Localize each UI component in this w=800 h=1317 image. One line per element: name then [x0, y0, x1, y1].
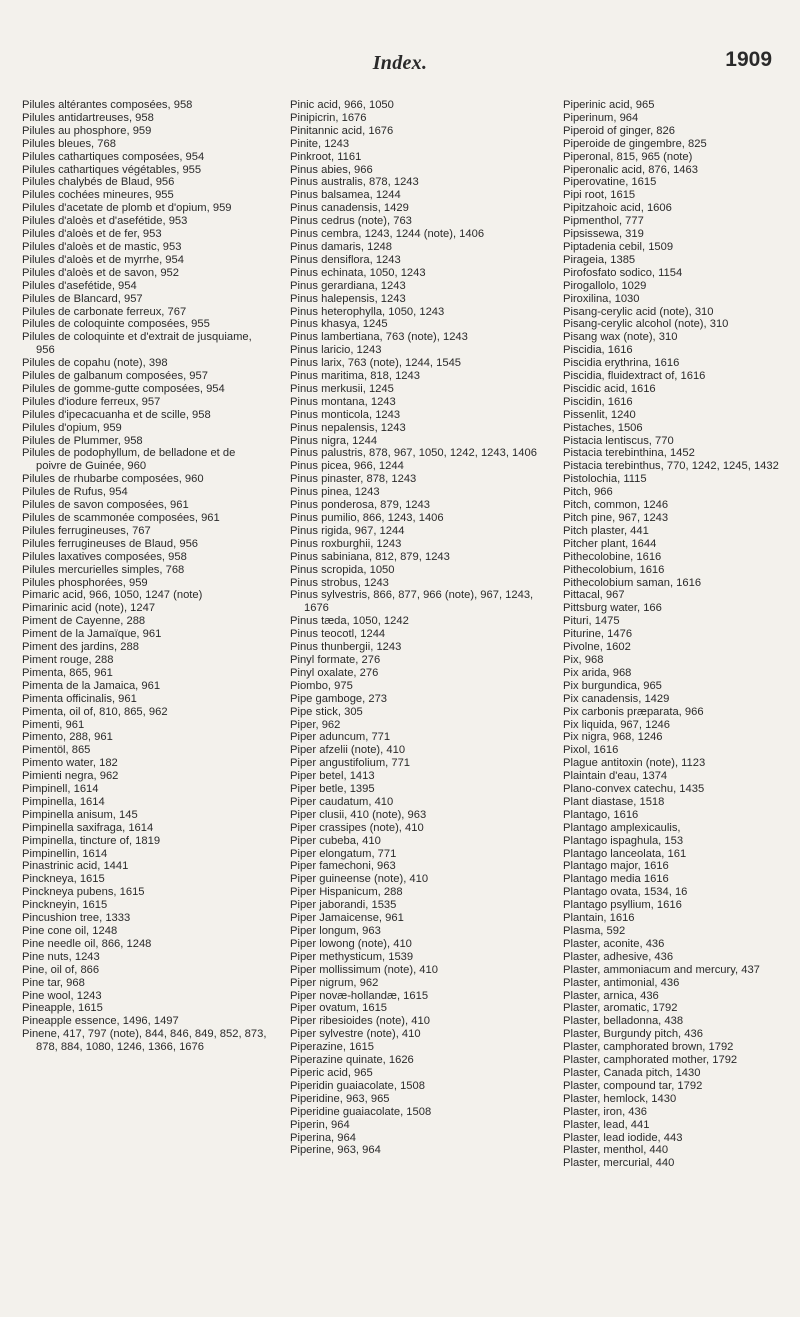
index-entry: Plaster, camphorated mother, 1792: [563, 1054, 738, 1067]
index-entry: Pinus gerardiana, 1243: [290, 279, 406, 292]
index-entry: Piperidine, 963, 965: [290, 1092, 390, 1105]
index-entry: Pimpinell, 1614: [22, 783, 99, 796]
index-entry: Pix burgundica, 965: [563, 679, 662, 692]
index-entry: Piper caudatum, 410: [290, 795, 394, 808]
index-entry: Pipmenthol, 777: [563, 215, 644, 228]
index-entry: Pinus densiflora, 1243: [290, 253, 401, 266]
index-entry: Pipi root, 1615: [563, 189, 636, 202]
index-entry: Pinyl formate, 276: [290, 653, 381, 666]
index-entry: Piper famechoni, 963: [290, 860, 396, 873]
index-entry: Pinus tæda, 1050, 1242: [290, 615, 409, 628]
index-entry: Pinus picea, 966, 1244: [290, 460, 404, 473]
index-entry: Pinus thunbergii, 1243: [290, 641, 402, 654]
index-entry: Plantago ispaghula, 153: [563, 834, 684, 847]
index-entry: Piper novæ-hollandæ, 1615: [290, 989, 429, 1002]
index-entry: Pisang-cerylic acid (note), 310: [563, 305, 714, 318]
index-entry: Pitch, 966: [563, 486, 613, 499]
index-entry: Pinus nepalensis, 1243: [290, 421, 406, 434]
index-entry: Piper cubeba, 410: [290, 834, 381, 847]
index-entry: Pirofosfato sodico, 1154: [563, 266, 683, 279]
index-entry: Pilules cathartiques composées, 954: [22, 150, 205, 163]
index-entry: Plantain, 1616: [563, 912, 635, 925]
index-entry: Pitch plaster, 441: [563, 524, 649, 537]
index-entry: Pinite, 1243: [290, 137, 350, 150]
index-entry: Piper Hispanicum, 288: [290, 886, 403, 899]
index-entry: Pimpinellin, 1614: [22, 847, 108, 860]
index-entry: Piscidia erythrina, 1616: [563, 357, 680, 370]
index-entry: Piperidine guaiacolate, 1508: [290, 1105, 432, 1118]
index-entry: Pimenta de la Jamaica, 961: [22, 679, 161, 692]
index-entry: Pisang-cerylic alcohol (note), 310: [563, 318, 729, 331]
index-entry: Pimpinella, 1614: [22, 795, 105, 808]
index-entry: Piment de la Jamaïque, 961: [22, 628, 162, 641]
index-entry: Piperoid of ginger, 826: [563, 124, 675, 137]
index-entry: Pimpinella, tincture of, 1819: [22, 834, 161, 847]
index-entry: Piscidin, 1616: [563, 395, 633, 408]
index-entry: Piper sylvestre (note), 410: [290, 1028, 421, 1041]
index-entry: Piper jaborandi, 1535: [290, 899, 397, 912]
index-entry: Pilules d'opium, 959: [22, 421, 122, 434]
index-entry: Piper mollissimum (note), 410: [290, 963, 438, 976]
index-entry: Pine, oil of, 866: [22, 963, 100, 976]
index-entry: Pix arida, 968: [563, 666, 632, 679]
index-entry: Pilules de galbanum composées, 957: [22, 370, 208, 383]
index-entry: Piturine, 1476: [563, 628, 633, 641]
index-entry: Plaster, camphorated brown, 1792: [563, 1041, 734, 1054]
index-entry: Pirogallolo, 1029: [563, 279, 647, 292]
index-entry: Piment rouge, 288: [22, 653, 114, 666]
index-entry: Piper lowong (note), 410: [290, 937, 412, 950]
index-entry: Piper, 962: [290, 718, 341, 731]
index-entry: Piper ribesioides (note), 410: [290, 1015, 430, 1028]
index-entry: Pix nigra, 968, 1246: [563, 731, 663, 744]
index-entry: Pipitzahoic acid, 1606: [563, 202, 672, 215]
index-column-3: [563, 99, 795, 1170]
index-entry: Pix liquida, 967, 1246: [563, 718, 670, 731]
index-entry: Pilules phosphorées, 959: [22, 576, 148, 589]
index-entry: Pimento water, 182: [22, 757, 118, 770]
index-entry: Pilules de savon composées, 961: [22, 499, 189, 512]
index-entry: Pinus larix, 763 (note), 1244, 1545: [290, 357, 462, 370]
index-entry: Pilules d'asefétide, 954: [22, 279, 137, 292]
index-entry: Piper crassipes (note), 410: [290, 821, 424, 834]
index-entry: Plaster, adhesive, 436: [563, 950, 674, 963]
index-entry: Plaster, hemlock, 1430: [563, 1092, 677, 1105]
index-entry: Pinene, 417, 797 (note), 844, 846, 849, 852, 873, 878, 884, 1080, 1246, 1366, 1676: [22, 1028, 267, 1054]
index-entry: Pilules de coloquinte composées, 955: [22, 318, 210, 331]
index-entry: Pirageia, 1385: [563, 253, 636, 266]
index-entry: Piperazine, 1615: [290, 1041, 374, 1054]
index-entry: Pinitannic acid, 1676: [290, 124, 394, 137]
index-entry: Pilules bleues, 768: [22, 137, 116, 150]
index-entry: Pitch, common, 1246: [563, 499, 669, 512]
index-entry: Piperonal, 815, 965 (note): [563, 150, 693, 163]
index-entry: Pinus strobus, 1243: [290, 576, 389, 589]
index-entry: Plaster, menthol, 440: [563, 1144, 669, 1157]
index-entry: Pimpinella saxifraga, 1614: [22, 821, 154, 834]
index-entry: Pilules altérantes composées, 958: [22, 99, 193, 111]
index-entry: Pilules ferrugineuses, 767: [22, 524, 151, 537]
index-entry: Pinus heterophylla, 1050, 1243: [290, 305, 445, 318]
index-entry: Piper afzelii (note), 410: [290, 744, 406, 757]
index-entry: Pinckneyin, 1615: [22, 899, 108, 912]
index-entry: Piment des jardins, 288: [22, 641, 139, 654]
index-entry: Plaster, lead iodide, 443: [563, 1131, 683, 1144]
index-entry: Piperic acid, 965: [290, 1066, 373, 1079]
index-entry: Plaster, aconite, 436: [563, 937, 665, 950]
index-entry: Pilules mercurielles simples, 768: [22, 563, 185, 576]
index-entry: Pineapple essence, 1496, 1497: [22, 1015, 179, 1028]
index-entry: Piper longum, 963: [290, 925, 381, 937]
index-entry: Plaster, lead, 441: [563, 1118, 650, 1131]
index-entry: Piperinic acid, 965: [563, 99, 655, 111]
index-entry: Pine tar, 968: [22, 976, 85, 989]
index-entry: Plantago media 1616: [563, 873, 669, 886]
index-entry: Piper methysticum, 1539: [290, 950, 414, 963]
index-entry: Pitcher plant, 1644: [563, 537, 657, 550]
index-entry: Pinus halepensis, 1243: [290, 292, 406, 305]
index-entry: Pilules de Plummer, 958: [22, 434, 143, 447]
index-entry: Pinus rigida, 967, 1244: [290, 524, 405, 537]
index-entry: Pinus sabiniana, 812, 879, 1243: [290, 550, 450, 563]
index-entry: Pittsburg water, 166: [563, 602, 662, 615]
index-entry: Piscidic acid, 1616: [563, 382, 656, 395]
index-entry: Pissenlit, 1240: [563, 408, 636, 421]
index-entry: Pinus nigra, 1244: [290, 434, 378, 447]
index-entry: Piperovatine, 1615: [563, 176, 657, 189]
index-entry: Pilules d'aloès et de fer, 953: [22, 228, 162, 241]
index-entry: Piombo, 975: [290, 679, 353, 692]
index-entry: Pine wool, 1243: [22, 989, 102, 1002]
index-entry: Pilules d'acetate de plomb et d'opium, 959: [22, 202, 232, 215]
index-entry: Plantago lanceolata, 161: [563, 847, 687, 860]
index-entry: Pinus cembra, 1243, 1244 (note), 1406: [290, 228, 485, 241]
index-entry: Piper elongatum, 771: [290, 847, 397, 860]
index-entry: Plaintain d'eau, 1374: [563, 770, 668, 783]
index-entry: Pinastrinic acid, 1441: [22, 860, 129, 873]
index-entry: Pinus cedrus (note), 763: [290, 215, 412, 228]
index-entry: Pinus sylvestris, 866, 877, 966 (note), 967, 1243, 1676: [290, 589, 534, 615]
index-entry: Pinus monticola, 1243: [290, 408, 401, 421]
index-entry: Plant diastase, 1518: [563, 795, 665, 808]
index-entry: Pinkroot, 1161: [290, 150, 362, 163]
index-entry: Piptadenia cebil, 1509: [563, 240, 674, 253]
running-head-title: Index.: [372, 52, 428, 74]
index-entry: Pinckneya, 1615: [22, 873, 105, 886]
index-entry: Pinus palustris, 878, 967, 1050, 1242, 1243, 1406: [290, 447, 537, 460]
index-entry: Plaster, arnica, 436: [563, 989, 659, 1002]
index-entry: Piper Jamaicense, 961: [290, 912, 404, 925]
index-column-2: [290, 99, 552, 1157]
index-entry: Pivolne, 1602: [563, 641, 631, 654]
index-entry: Pimenta, 865, 961: [22, 666, 113, 679]
index-entry: Pithecolobium saman, 1616: [563, 576, 702, 589]
index-entry: Pinckneya pubens, 1615: [22, 886, 145, 899]
index-entry: Pistaches, 1506: [563, 421, 643, 434]
index-entry: Piroxilina, 1030: [563, 292, 640, 305]
index-entry: Pithecolobine, 1616: [563, 550, 662, 563]
index-entry: Pineapple, 1615: [22, 1002, 103, 1015]
index-entry: Plaster, iron, 436: [563, 1105, 647, 1118]
index-entry: Pilules de podophyllum, de belladone et de poivre de Guinée, 960: [22, 447, 236, 473]
index-entry: Plaster, Canada pitch, 1430: [563, 1066, 701, 1079]
index-entry: Pimaric acid, 966, 1050, 1247 (note): [22, 589, 203, 602]
index-entry: Plaster, mercurial, 440: [563, 1157, 675, 1170]
index-entry: Pilules ferrugineuses de Blaud, 956: [22, 537, 199, 550]
index-entry: Pilules d'aloès et d'asefétide, 953: [22, 215, 188, 228]
index-entry: Pistacia terebinthus, 770, 1242, 1245, 1432: [563, 460, 779, 473]
index-entry: Piment de Cayenne, 288: [22, 615, 146, 628]
index-entry: Pilules de coloquinte et d'extrait de jusquiame, 956: [22, 331, 252, 357]
index-entry: Pinus canadensis, 1429: [290, 202, 409, 215]
index-entry: Pixol, 1616: [563, 744, 619, 757]
index-entry: Pimenti, 961: [22, 718, 85, 731]
index-entry: Pilules chalybés de Blaud, 956: [22, 176, 175, 189]
index-entry: Pinus lambertiana, 763 (note), 1243: [290, 331, 468, 344]
index-entry: Pitch pine, 967, 1243: [563, 512, 669, 524]
index-entry: Plaster, belladonna, 438: [563, 1015, 684, 1028]
index-entry: Pinus maritima, 818, 1243: [290, 370, 420, 383]
index-entry: Pinus ponderosa, 879, 1243: [290, 499, 430, 512]
index-entry: Pinus pinea, 1243: [290, 486, 380, 499]
index-entry: Pilules de scammonée composées, 961: [22, 512, 220, 524]
index-entry: Plaster, antimonial, 436: [563, 976, 680, 989]
index-entry: Plasma, 592: [563, 925, 626, 937]
index-entry: Pinus pumilio, 866, 1243, 1406: [290, 512, 444, 524]
index-entry: Plantago psyllium, 1616: [563, 899, 682, 912]
index-entry: Pinus echinata, 1050, 1243: [290, 266, 426, 279]
index-entry: Pittacal, 967: [563, 589, 625, 602]
index-entry: Piper betel, 1413: [290, 770, 375, 783]
index-entry: Piscidia, 1616: [563, 344, 633, 357]
page-number: 1909: [725, 48, 772, 71]
index-entry: Pilules de copahu (note), 398: [22, 357, 168, 370]
index-entry: Pilules antidartreuses, 958: [22, 111, 154, 124]
index-entry: Pilules d'iodure ferreux, 957: [22, 395, 161, 408]
index-entry: Pinus montana, 1243: [290, 395, 396, 408]
index-entry: Pinus abies, 966: [290, 163, 373, 176]
index-entry: Plano-convex catechu, 1435: [563, 783, 705, 796]
index-entry: Piperazine quinate, 1626: [290, 1054, 414, 1067]
index-entry: Piper angustifolium, 771: [290, 757, 411, 770]
index-entry: Pinyl oxalate, 276: [290, 666, 379, 679]
index-entry: Pinus scropida, 1050: [290, 563, 395, 576]
index-entry: Pisang wax (note), 310: [563, 331, 678, 344]
index-entry: Piper guineense (note), 410: [290, 873, 429, 886]
index-entry: Pilules laxatives composées, 958: [22, 550, 187, 563]
index-entry: Pilules d'aloès et de savon, 952: [22, 266, 180, 279]
index-entry: Piperonalic acid, 876, 1463: [563, 163, 698, 176]
index-entry: Pinipicrin, 1676: [290, 111, 367, 124]
index-entry: Pimpinella anisum, 145: [22, 808, 138, 821]
index-entry: Pinus australis, 878, 1243: [290, 176, 419, 189]
index-entry: Piperinum, 964: [563, 111, 639, 124]
index-entry: Pilules cochées mineures, 955: [22, 189, 174, 202]
index-entry: Pistolochia, 1115: [563, 473, 647, 486]
index-entry: Piperin, 964: [290, 1118, 350, 1131]
index-entry: Piper ovatum, 1615: [290, 1002, 388, 1015]
index-entry: Pimenta officinalis, 961: [22, 692, 137, 705]
index-entry: Pistacia terebinthina, 1452: [563, 447, 695, 460]
index-entry: Plaster, aromatic, 1792: [563, 1002, 678, 1015]
index-entry: Piperidin guaiacolate, 1508: [290, 1079, 425, 1092]
index-entry: Piperoide de gingembre, 825: [563, 137, 707, 150]
index-entry: Pilules de Rufus, 954: [22, 486, 128, 499]
index-entry: Plantago amplexicaulis,: [563, 821, 681, 834]
index-entry: Pinus merkusii, 1245: [290, 382, 394, 395]
index-entry: Pimentöl, 865: [22, 744, 91, 757]
index-entry: Pipsissewa, 319: [563, 228, 644, 241]
index-entry: Pinus damaris, 1248: [290, 240, 392, 253]
index-entry: Pilules de rhubarbe composées, 960: [22, 473, 204, 486]
index-entry: Pithecolobium, 1616: [563, 563, 665, 576]
index-entry: Pilules d'ipecacuanha et de scille, 958: [22, 408, 211, 421]
index-entry: Pix canadensis, 1429: [563, 692, 670, 705]
index-entry: Plague antitoxin (note), 1123: [563, 757, 706, 770]
index-entry: Pincushion tree, 1333: [22, 912, 131, 925]
index-entry: Pinus pinaster, 878, 1243: [290, 473, 417, 486]
index-entry: Pinus balsamea, 1244: [290, 189, 401, 202]
index-entry: Pix, 968: [563, 653, 604, 666]
index-entry: Pilules de carbonate ferreux, 767: [22, 305, 187, 318]
index-entry: Pilules d'aloès et de myrrhe, 954: [22, 253, 184, 266]
index-column-1: [22, 99, 267, 1054]
index-entry: Pilules cathartiques végétables, 955: [22, 163, 202, 176]
index-entry: Piper clusii, 410 (note), 963: [290, 808, 427, 821]
index-entry: Pilules d'aloès et de mastic, 953: [22, 240, 182, 253]
index-entry: Pinus roxburghii, 1243: [290, 537, 402, 550]
index-entry: Pipe gamboge, 273: [290, 692, 388, 705]
index-entry: Pimento, 288, 961: [22, 731, 113, 744]
index-entry: Plantago ovata, 1534, 16: [563, 886, 688, 899]
index-entry: Pistacia lentiscus, 770: [563, 434, 674, 447]
index-entry: Plantago, 1616: [563, 808, 639, 821]
index-entry: Piperina, 964: [290, 1131, 356, 1144]
index-entry: Piper betle, 1395: [290, 783, 375, 796]
index-entry: Pilules de gomme-gutte composées, 954: [22, 382, 225, 395]
index-entry: Piper aduncum, 771: [290, 731, 391, 744]
index-entry: Pimarinic acid (note), 1247: [22, 602, 156, 615]
index-entry: Plaster, compound tar, 1792: [563, 1079, 703, 1092]
index-entry: Pinic acid, 966, 1050: [290, 99, 394, 111]
index-entry: Pipe stick, 305: [290, 705, 363, 718]
index-entry: Pilules de Blancard, 957: [22, 292, 143, 305]
index-entry: Pine nuts, 1243: [22, 950, 100, 963]
index-entry: Pine cone oil, 1248: [22, 925, 118, 937]
index-entry: Pinus laricio, 1243: [290, 344, 382, 357]
index-entry: Pix carbonis præparata, 966: [563, 705, 704, 718]
index-entry: Plaster, Burgundy pitch, 436: [563, 1028, 703, 1041]
index-entry: Plantago major, 1616: [563, 860, 669, 873]
index-entry: Pimienti negra, 962: [22, 770, 119, 783]
index-entry: Plaster, ammoniacum and mercury, 437: [563, 963, 760, 976]
index-entry: Pituri, 1475: [563, 615, 620, 628]
index-entry: Piper nigrum, 962: [290, 976, 379, 989]
index-entry: Pinus khasya, 1245: [290, 318, 388, 331]
index-entry: Pilules au phosphore, 959: [22, 124, 152, 137]
index-entry: Pinus teocotl, 1244: [290, 628, 386, 641]
index-entry: Pimenta, oil of, 810, 865, 962: [22, 705, 168, 718]
index-entry: Pine needle oil, 866, 1248: [22, 937, 152, 950]
index-entry: Piscidia, fluidextract of, 1616: [563, 370, 706, 383]
index-entry: Piperine, 963, 964: [290, 1144, 381, 1157]
